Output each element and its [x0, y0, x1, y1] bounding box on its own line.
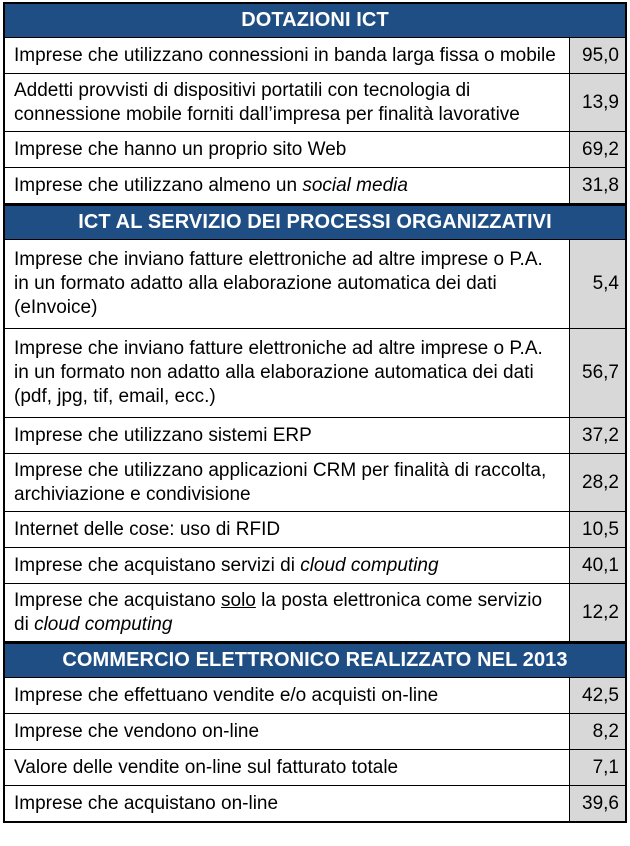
section-header: DOTAZIONI ICT: [5, 4, 625, 38]
section-processi-organizzativi: [3, 204, 627, 642]
label-text: Imprese che acquistano servizi di: [14, 554, 301, 576]
row-label: Imprese che vendono on-line: [14, 720, 260, 742]
row-label: Imprese che inviano fatture elettroniche ad altre imprese o P.A. in un formato adatto alla elaborazione automatica dei dati (eInvoice): [14, 249, 543, 318]
row-label: [5, 548, 569, 583]
row-value: 12,2: [569, 584, 625, 641]
section-dotazioni-ict: [3, 2, 627, 204]
row-label: Imprese che effettuano vendite e/o acquisti on-line: [14, 684, 439, 706]
row-label: [5, 168, 569, 203]
row-label: Imprese che acquistano on-line: [14, 792, 279, 814]
row-value: 31,8: [569, 168, 625, 203]
label-underline: solo: [221, 589, 256, 611]
table-row: [5, 329, 625, 418]
row-label: Addetti provvisti di dispositivi portatili con tecnologia di connessione mobile forniti dall’impresa per finalità lavorative: [14, 79, 520, 125]
section-header: ICT AL SERVIZIO DEI PROCESSI ORGANIZZATIVI: [5, 206, 625, 240]
table-row: [5, 240, 625, 329]
row-value: 95,0: [569, 38, 625, 73]
ict-indicators-table: [3, 2, 627, 823]
row-label: [5, 584, 569, 641]
table-row: [5, 38, 625, 74]
label-text: Imprese che acquistano: [14, 589, 222, 611]
table-row: [5, 418, 625, 454]
table-row: [5, 714, 625, 750]
table-row: [5, 548, 625, 584]
row-value: 69,2: [569, 132, 625, 167]
table-row: [5, 678, 625, 714]
row-value: 56,7: [569, 329, 625, 417]
row-label: Imprese che utilizzano sistemi ERP: [14, 424, 312, 446]
row-label: Imprese che utilizzano applicazioni CRM per finalità di raccolta, archiviazione e condivisione: [14, 459, 547, 505]
row-label: Imprese che inviano fatture elettroniche ad altre imprese o P.A. in un formato non adatto alla elaborazione automatica dei dati (pdf, jpg, tif, email, ecc.): [14, 338, 543, 407]
label-text: la posta elettronica come servizio di: [14, 589, 543, 635]
table-row: [5, 750, 625, 786]
table-row: [5, 584, 625, 642]
table-row: [5, 168, 625, 204]
row-value: 5,4: [569, 240, 625, 328]
row-value: 37,2: [569, 418, 625, 453]
table-row: [5, 786, 625, 821]
row-value: 39,6: [569, 786, 625, 821]
row-value: 13,9: [569, 74, 625, 131]
label-emphasis: cloud computing: [34, 613, 173, 635]
row-value: 7,1: [569, 750, 625, 785]
row-label: Imprese che utilizzano connessioni in banda larga fissa o mobile: [14, 44, 556, 66]
label-emphasis: cloud computing: [300, 554, 439, 576]
label-text: Imprese che utilizzano almeno un: [14, 174, 303, 196]
row-value: 10,5: [569, 512, 625, 547]
section-commercio-elettronico: [3, 642, 627, 823]
row-value: 28,2: [569, 454, 625, 511]
table-row: [5, 74, 625, 132]
label-emphasis: social media: [302, 174, 408, 196]
row-value: 8,2: [569, 714, 625, 749]
row-label: Imprese che hanno un proprio sito Web: [14, 138, 347, 160]
row-label: Internet delle cose: uso di RFID: [14, 518, 281, 540]
table-row: [5, 454, 625, 512]
table-row: [5, 132, 625, 168]
table-row: [5, 512, 625, 548]
section-header: COMMERCIO ELETTRONICO REALIZZATO NEL 2013: [5, 644, 625, 678]
row-label: Valore delle vendite on-line sul fatturato totale: [14, 756, 399, 778]
row-value: 40,1: [569, 548, 625, 583]
row-value: 42,5: [569, 678, 625, 713]
